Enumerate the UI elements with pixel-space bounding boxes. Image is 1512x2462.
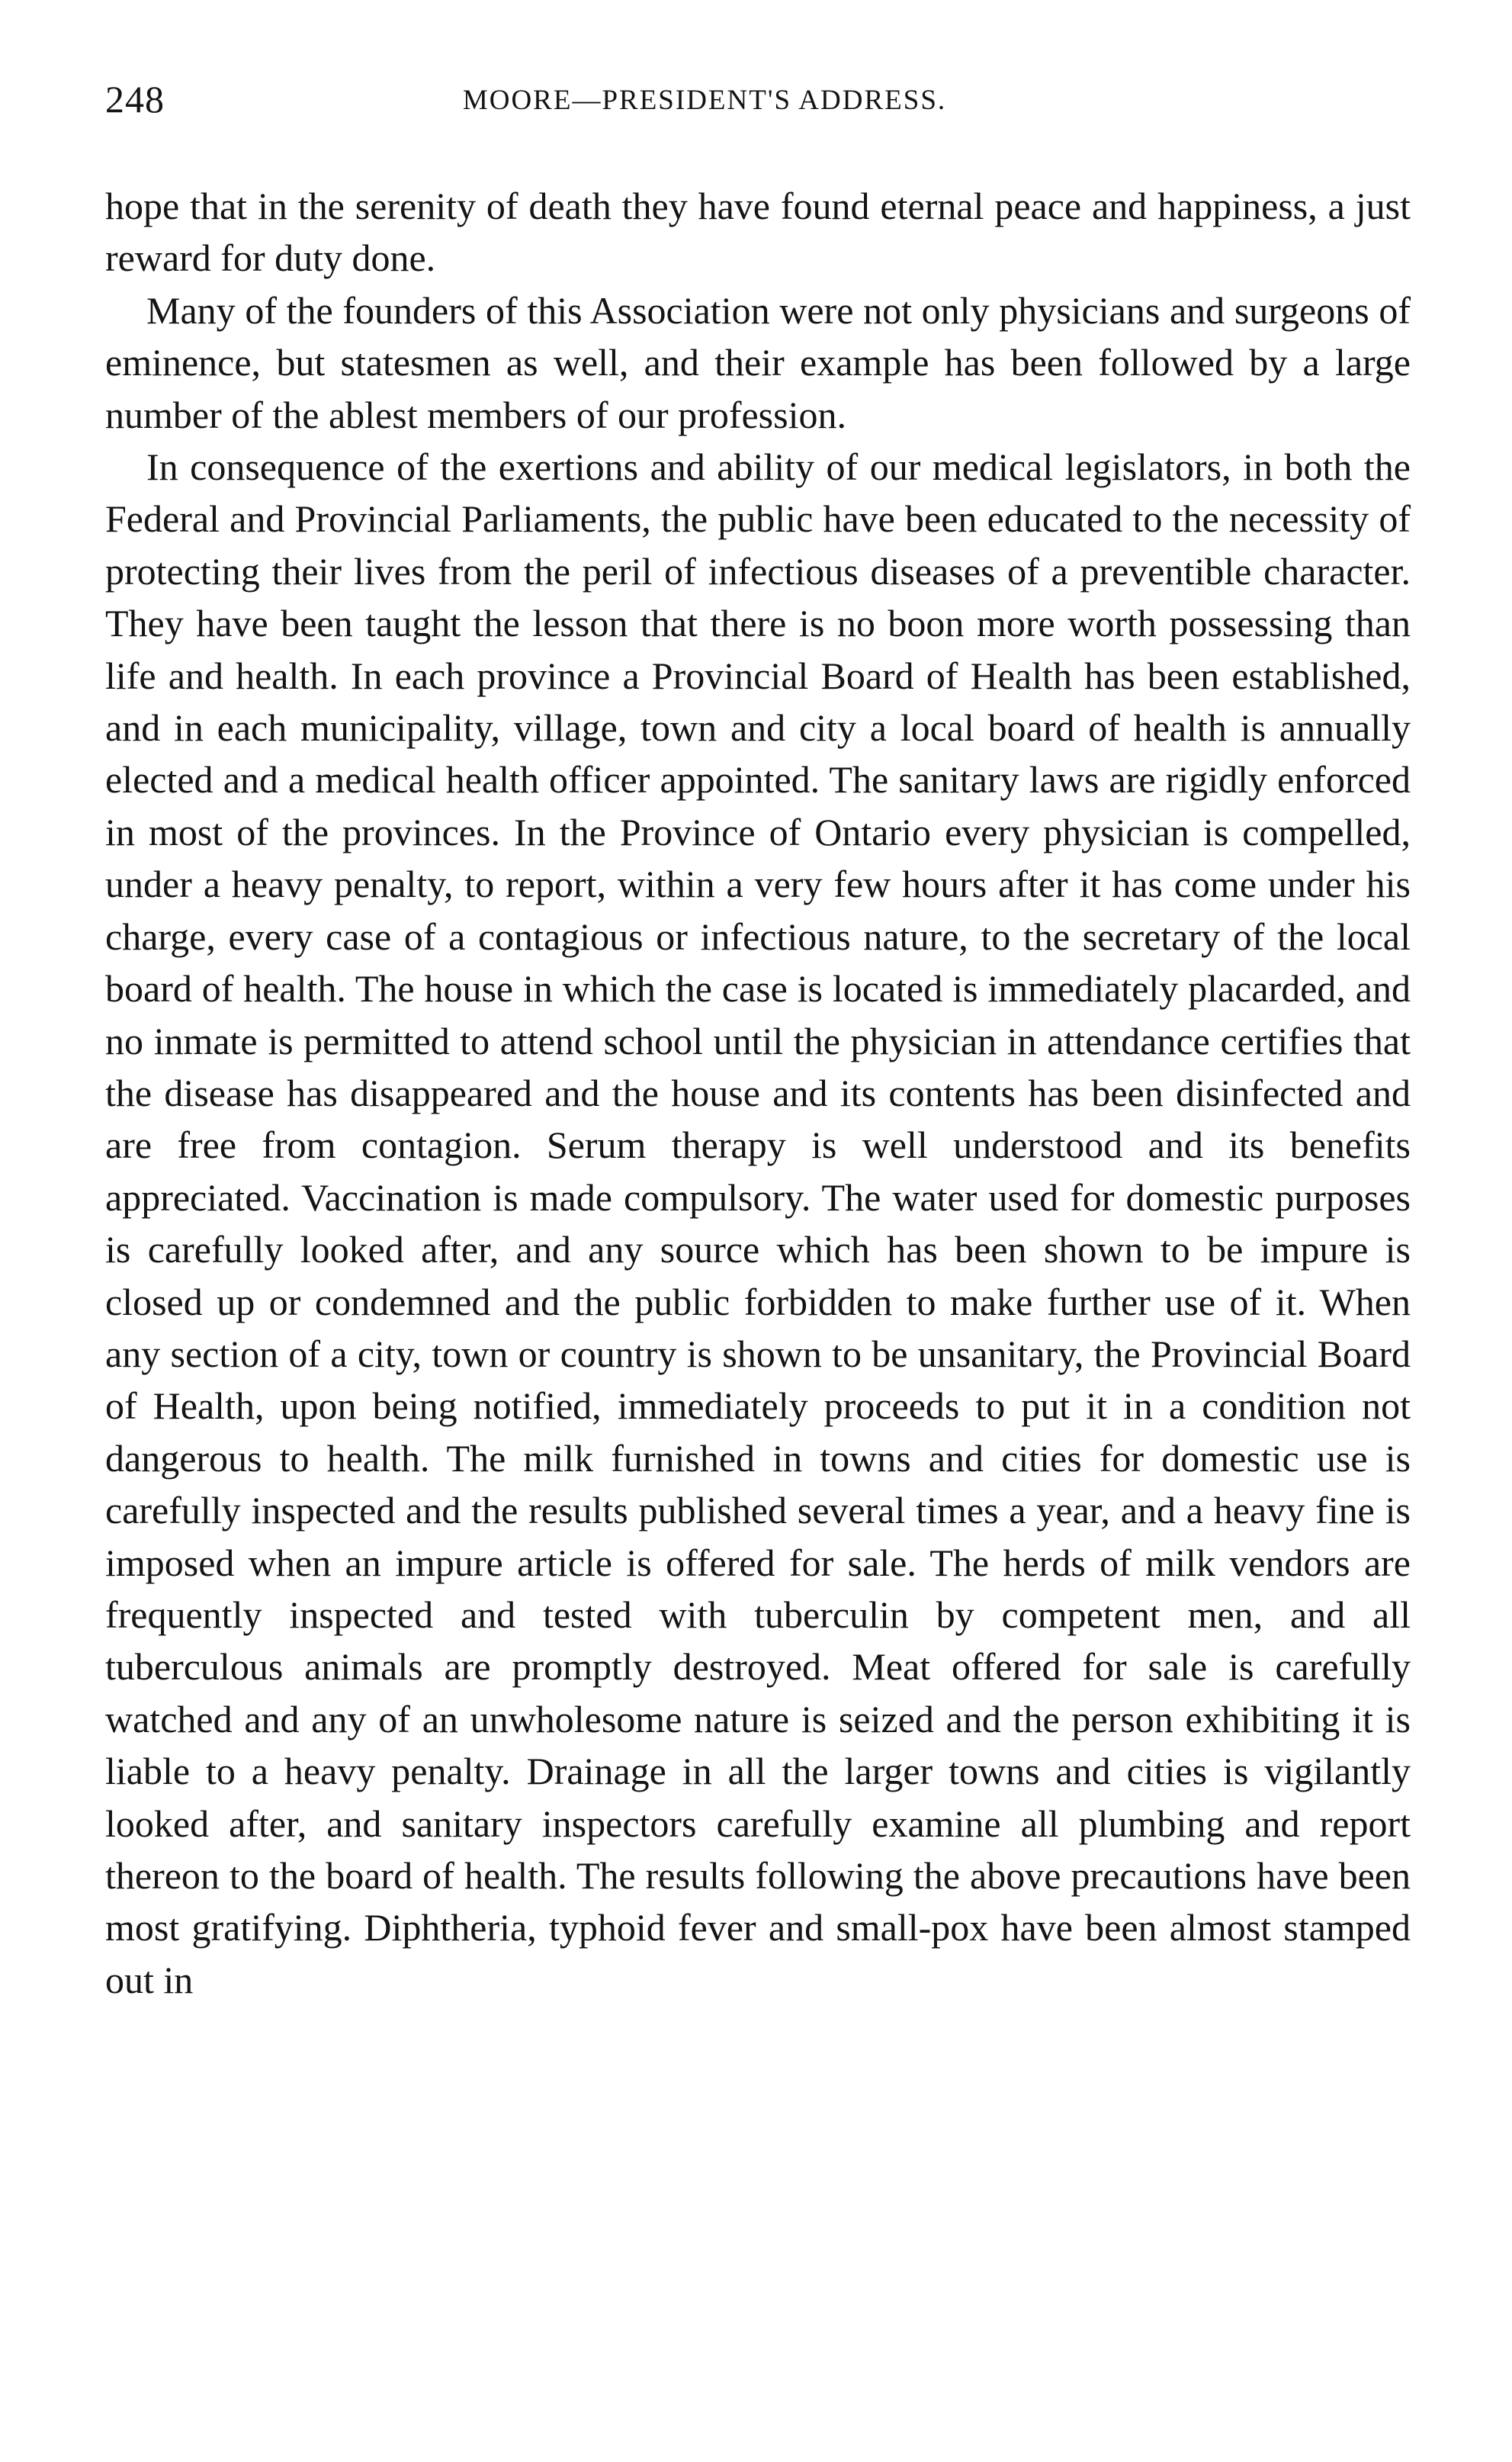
page-header xyxy=(105,76,1411,122)
paragraph-continuation: hope that in the serenity of death they have found eternal peace and happiness, a just reward for duty done. xyxy=(105,185,1411,280)
page-number: 248 xyxy=(105,78,165,121)
paragraph-public-health: In consequence of the exertions and ability of our medical legislators, in both the Federal and Provincial Parliaments, the public have been educated to the necessity of protecting their lives from the peril of infectious diseases of a preventible character. They have been taught the lesson that there is no boon more worth possessing than life and health. In each province a Provincial Board of Health has been established, and in each municipality, village, town and city a local board of health is annually elected and a medical health officer appointed. The sanitary laws are rigidly enforced in most of the provinces. In the Province of Ontario every physician is compelled, under a heavy penalty, to report, within a very few hours after it has come under his charge, every case of a contagious or infectious nature, to the secretary of the local board of health. The house in which the case is located is immediately placarded, and no inmate is permitted to attend school until the physician in attendance certifies that the disease has disappeared and the house and its contents has been disinfected and are free from contagion. Serum therapy is well understood and its benefits appreciated. Vaccination is made compulsory. The water used for domestic purposes is carefully looked after, and any source which has been shown to be impure is closed up or condemned and the public forbidden to make further use of it. When any section of a city, town or country is shown to be unsanitary, the Provincial Board of Health, upon being notified, immediately proceeds to put it in a condition not dangerous to health. The milk furnished in towns and cities for domestic use is carefully inspected and the results published several times a year, and a heavy fine is imposed when an impure article is offered for sale. The herds of milk vendors are frequently inspected and tested with tuberculin by competent men, and all tuberculous animals are promptly destroyed. Meat offered for sale is carefully watched and any of an unwholesome nature is seized and the person exhibiting it is liable to a heavy penalty. Drainage in all the larger towns and cities is vigilantly looked after, and sanitary inspectors carefully examine all plumbing and report thereon to the board of health. The results following the above precautions have been most gratifying. Diphtheria, typhoid fever and small-pox have been almost stamped out in xyxy=(105,445,1411,2001)
paragraph-founders: Many of the founders of this Association were not only physicians and surgeons of eminence, but statesmen as well, and their example has been followed by a large number of the ablest members of our profession. xyxy=(105,288,1411,436)
running-title: MOORE—PRESIDENT'S ADDRESS. xyxy=(462,85,947,116)
book-page xyxy=(105,76,1411,2006)
body-text xyxy=(105,180,1411,2006)
